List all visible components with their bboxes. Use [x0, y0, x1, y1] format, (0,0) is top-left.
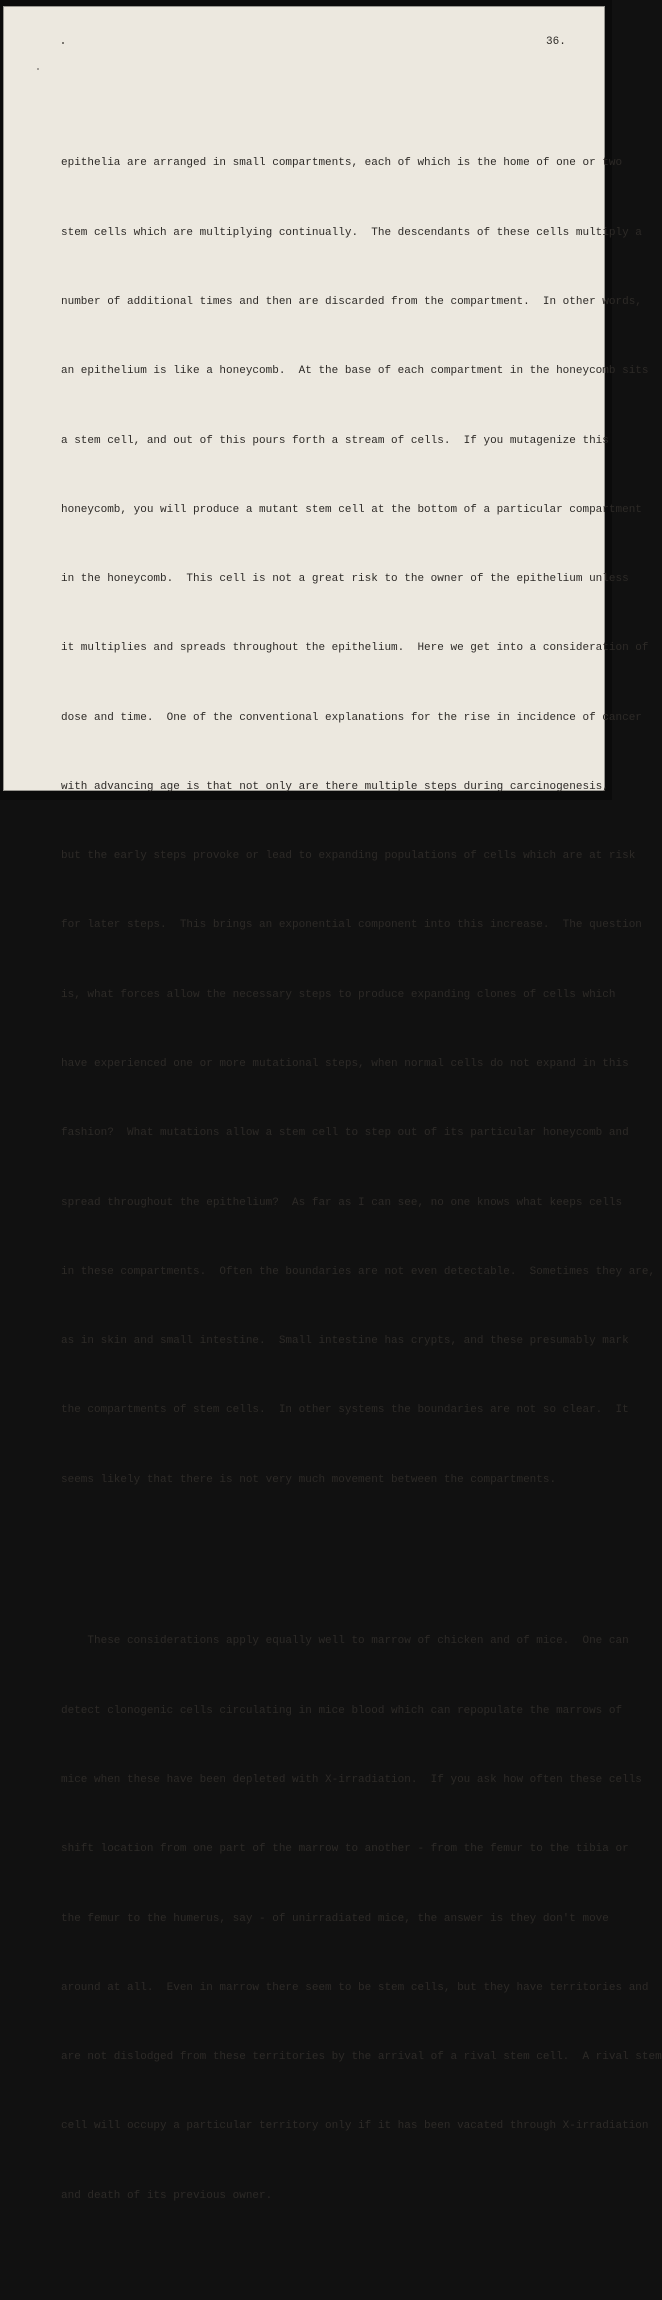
paragraph-2 — [61, 1584, 662, 2254]
text-line: have experienced one or more mutational steps, when normal cells do not expand in this — [61, 1058, 629, 1071]
text-line: an epithelium is like a honeycomb. At the base of each compartment in the honeycomb sits — [61, 365, 649, 378]
body-text — [61, 60, 662, 2300]
text-line: around at all. Even in marrow there seem to be stem cells, but they have territories and — [61, 1981, 649, 1994]
text-line: and death of its previous owner. — [61, 2189, 273, 2202]
text-line: but the early steps provoke or lead to expanding populations of cells which are at risk — [61, 850, 636, 863]
text-line: cell will occupy a particular territory only if it has been vacated through X-irradiation — [61, 2120, 649, 2133]
text-line: fashion? What mutations allow a stem cell to step out of its particular honeycomb and — [61, 1127, 629, 1140]
text-line: it multiplies and spreads throughout the epithelium. Here we get into a consideration of — [61, 642, 649, 655]
page-number: 36. — [546, 36, 566, 48]
text-line: honeycomb, you will produce a mutant stem cell at the bottom of a particular compartment — [61, 503, 642, 516]
text-line: shift location from one part of the marrow to another - from the femur to the tibia or — [61, 1843, 629, 1856]
text-line: for later steps. This brings an exponential component into this increase. The question — [61, 919, 642, 932]
text-line: dose and time. One of the conventional explanations for the rise in incidence of cancer — [61, 711, 642, 724]
text-line: mice when these have been depleted with X-irradiation. If you ask how often these cells — [61, 1773, 642, 1786]
paragraph-1 — [61, 106, 656, 1538]
text-line: are not dislodged from these territories by the arrival of a rival stem cell. A rival stem — [61, 2051, 662, 2064]
text-line: as in skin and small intestine. Small intestine has crypts, and these presumably mark — [61, 1335, 629, 1348]
text-line: in these compartments. Often the boundaries are not even detectable. Sometimes they are, — [61, 1265, 656, 1278]
text-line: seems likely that there is not very much movement between the compartments. — [61, 1473, 557, 1486]
text-line: spread throughout the epithelium? As far as I can see, no one knows what keeps cells — [61, 1196, 623, 1209]
text-line: detect clonogenic cells circulating in mice blood which can repopulate the marrows of — [61, 1704, 623, 1717]
text-line: the compartments of stem cells. In other systems the boundaries are not so clear. It — [61, 1404, 629, 1417]
text-line: with advancing age is that not only are there multiple steps during carcinogenesis, — [61, 780, 609, 793]
text-line: number of additional times and then are discarded from the compartment. In other words, — [61, 295, 642, 308]
paper-speck — [37, 68, 39, 70]
text-line: stem cells which are multiplying continually. The descendants of these cells multiply a — [61, 226, 642, 239]
text-line: in the honeycomb. This cell is not a great risk to the owner of the epithelium unless — [61, 573, 629, 586]
text-line: These considerations apply equally well to marrow of chicken and of mice. One can — [61, 1635, 629, 1648]
document-page — [3, 6, 662, 2202]
text-line: is, what forces allow the necessary steps to produce expanding clones of cells which — [61, 988, 616, 1001]
paper-speck — [62, 42, 64, 44]
text-line: epithelia are arranged in small compartments, each of which is the home of one or two — [61, 157, 623, 170]
text-line: a stem cell, and out of this pours forth a stream of cells. If you mutagenize this — [61, 434, 609, 447]
text-line: the femur to the humerus, say - of unirradiated mice, the answer is they don't move — [61, 1912, 609, 1925]
